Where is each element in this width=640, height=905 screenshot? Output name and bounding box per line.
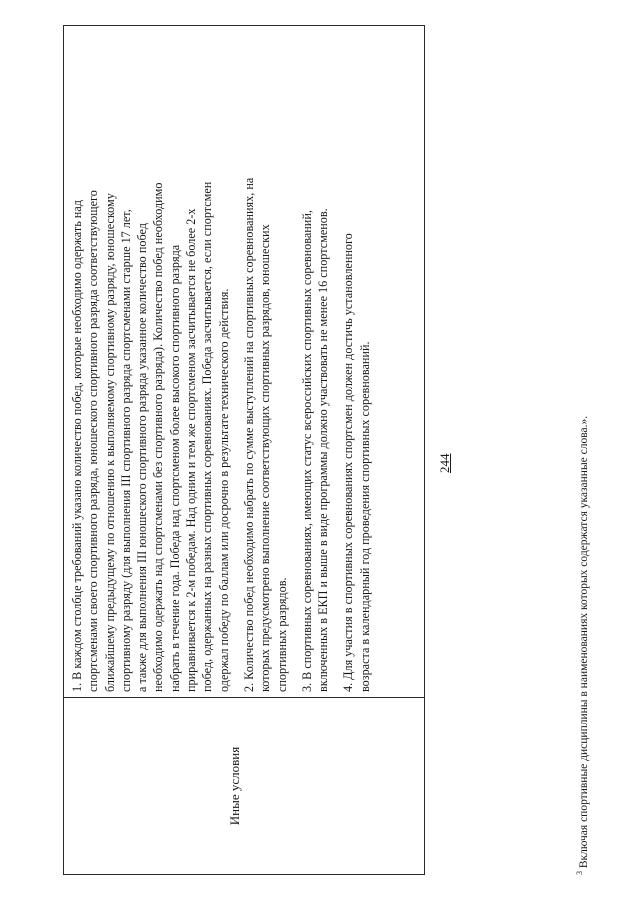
text-line: 2. Количество побед необходимо набрать по сумме выступлений на спортивных соревнованиях, на — [241, 177, 256, 692]
footnote — [575, 416, 590, 875]
text-line: побед, одержанных на разных спортивных соревнованиях. Победа засчитывается, если спортсмен — [200, 181, 215, 692]
conditions-cell — [69, 32, 421, 692]
condition-paragraph-4 — [340, 32, 373, 692]
condition-paragraph-1 — [69, 32, 232, 692]
row-label: Иные условия — [227, 746, 242, 826]
footnote-text: Включая спортивные дисциплины в наименованиях которых содержатся указанные слова.». — [577, 415, 590, 869]
text-line: которых предусмотрено выполнение соответствующих спортивных разрядов, юношеских — [258, 224, 273, 692]
condition-paragraph-2 — [241, 32, 290, 692]
requirements-table — [63, 25, 425, 875]
text-line: ближайшему предыдущему по отношению к выполняемому спортивному разряду, юношескому — [102, 193, 117, 692]
cell-divider — [64, 697, 424, 698]
page-number: 244 — [437, 453, 452, 473]
text-line: необходимо одержать над спортсменами без спортивного разряда). Количество побед необходимо — [151, 182, 166, 692]
text-line: приравнивается к 2-м победам. Над одним и тем же спортсменом засчитывается не более 2-х — [184, 208, 199, 692]
text-line: спортивных разрядов. — [274, 577, 289, 692]
text-line: а также для выполнения III юношеского спортивного разряда указанное количество побед — [135, 223, 150, 692]
condition-paragraph-3 — [299, 32, 332, 692]
text-line: 4. Для участия в спортивных соревнованиях спортсмен должен достичь установленного — [341, 233, 356, 692]
text-line: спортивному разряду (для выполнения III спортивного разряда спортсменами старше 17 лет, — [118, 209, 133, 692]
text-line: набрать в течение года. Победа над спортсменом более высокого спортивного разряда — [167, 244, 182, 692]
text-line: 1. В каждом столбце требований указано количество побед, которые необходимо одержать над — [70, 200, 84, 692]
text-line: одержал победу по баллам или досрочно в результате технического действия. — [216, 288, 231, 692]
label-cell — [64, 698, 424, 874]
text-line: 3. В спортивных соревнованиях, имеющих статус всероссийских спортивных соревнований, — [299, 210, 314, 692]
text-line: включенных в ЕКП и выше в виде программы должно участвовать не менее 16 спортсменов. — [316, 208, 331, 692]
text-line: возраста в календарный год проведения спортивных соревнований. — [357, 341, 372, 692]
footnote-marker: 3 — [575, 871, 584, 875]
text-line: спортсменами своего спортивного разряда, юношеского спортивного разряда соответствующего — [86, 190, 101, 692]
